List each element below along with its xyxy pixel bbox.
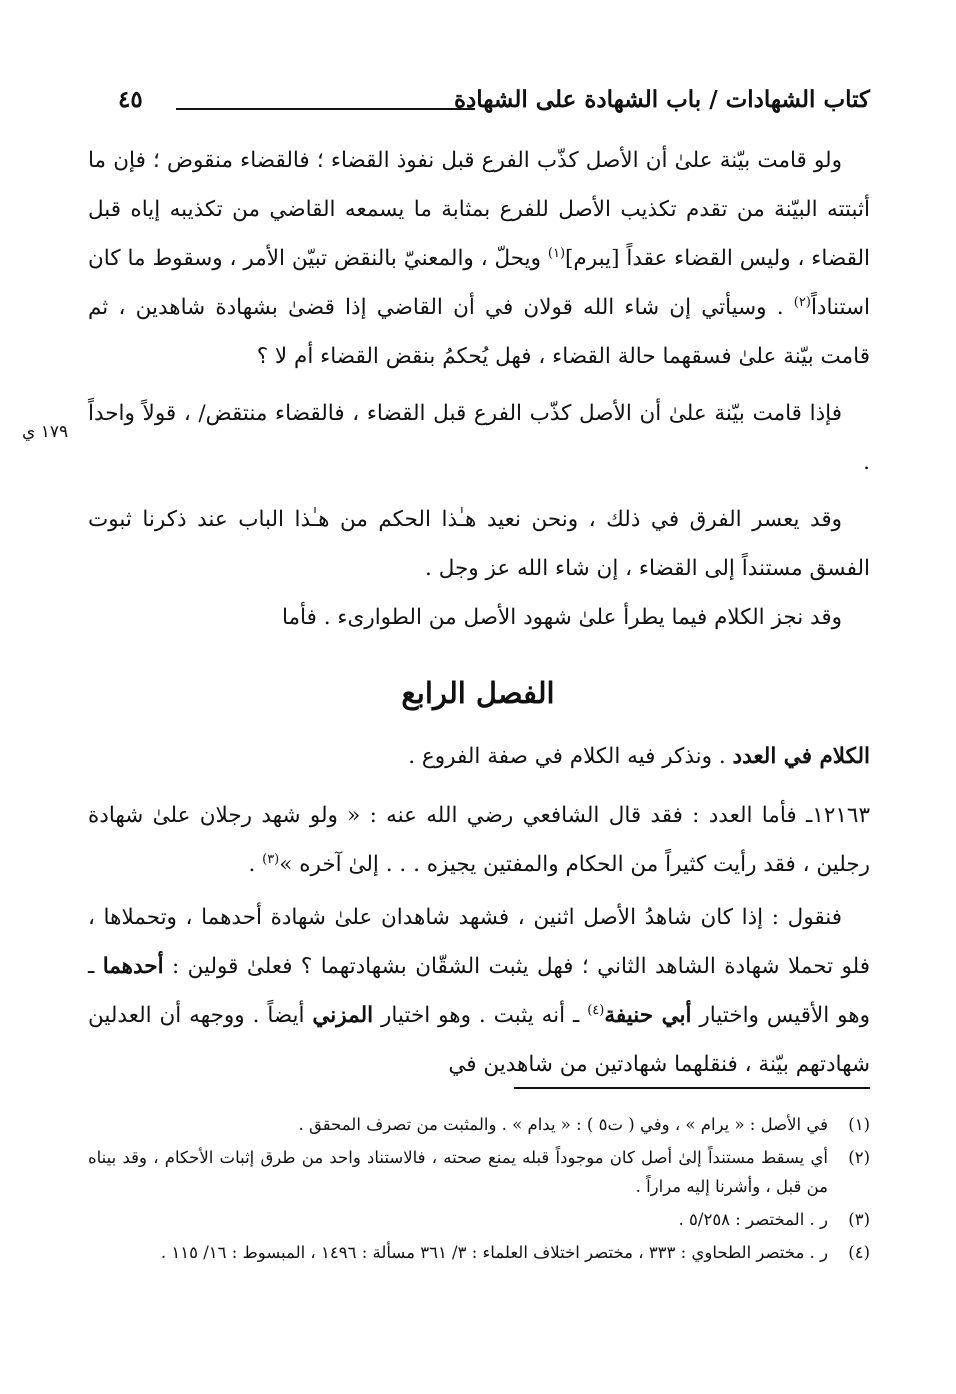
footnote-4 (88, 1238, 870, 1267)
paragraph-2: فإذا قامت بيّنة علىٰ أن الأصل كذّب الفرع قبل القضاء ، فالقضاء منتقض/ ، قولاً واحداً . (88, 401, 870, 475)
final-paragraph-text-4: أيضاً . ووجهه أن العدلين شهادتهم بيّنة ، فنقلهما شهادتين من شاهدين في (88, 1003, 870, 1077)
footnote-divider (514, 1087, 870, 1089)
final-paragraph-bold-3: المزني (312, 1003, 374, 1028)
main-text-bottom (88, 732, 870, 1089)
footnote-ref-2: (٢) (793, 294, 811, 310)
issue-paragraph (88, 791, 870, 889)
paragraph-1-text-b: ويحلّ ، والمعنيّ بالنقض تبيّن الأمر ، وسقوط ما كان استناداً (88, 246, 870, 320)
final-paragraph-bold-1: أحدهما (102, 954, 164, 979)
header-rule (176, 108, 475, 110)
margin-folio-note: ١٧٩ ي (22, 422, 69, 442)
footnote-text: ر . المختصر : ٥/٢٥٨ . (678, 1210, 828, 1229)
footnote-number: (١) (848, 1115, 870, 1134)
footnote-1 (88, 1110, 870, 1139)
main-text-top (88, 136, 870, 642)
issue-quote: فقد قال الشافعي رضي الله عنه : « ولو شهد رجلان علىٰ شهادة رجلين ، فقد رأيت كثيراً من الحكام والمفتين يجيزه . . . إلىٰ آخره » (88, 803, 870, 877)
paragraph-4: وقد نجز الكلام فيما يطرأ علىٰ شهود الأصل من الطوارىء . فأما (281, 605, 842, 630)
running-header (118, 86, 870, 126)
footnote-3 (88, 1205, 870, 1234)
chapter-title: الفصل الرابع (401, 676, 555, 710)
running-header-title: كتاب الشهادات / باب الشهادة على الشهادة (453, 86, 870, 113)
footnote-text: أي يسقط مستنداً إلىٰ أصل كان موجوداً قبله يمنع صحته ، فالاستناد واحد من طرق إثبات الأحكام ، وقد بيناه من قبل ، وأشرنا إليه مراراً . (88, 1148, 828, 1196)
paragraph-1-text-a: ولو قامت بيّنة علىٰ أن الأصل كذّب الفرع قبل نفوذ القضاء ؛ فالقضاء منقوض ؛ فإن ما أثبتته البيّنة من تقدم تكذيب الأصل للفرع بمثابة ما يسمعه القاضي من تكذيبه إياه قبل القضاء ، وليس القضاء عقداً [يبرم] (88, 148, 870, 271)
footnote-2 (88, 1143, 870, 1201)
page-number: ٤٥ (118, 86, 143, 113)
footnote-text: ر . مختصر الطحاوي : ٣٣٣ ، مختصر اختلاف العلماء : ٣/ ٣٦١ مسألة : ١٤٩٦ ، المبسوط : ١٦/ ١١٥ . (160, 1243, 828, 1262)
chapter-intro-rest: . ونذكر فيه الكلام في صفة الفروع . (408, 744, 733, 769)
final-paragraph (88, 893, 870, 1089)
issue-lead: فأما العدد : (682, 803, 806, 828)
footnote-ref-4: (٤) (587, 1002, 605, 1018)
paragraph-3: وقد يعسر الفرق في ذلك ، ونحن نعيد هـٰذا الحكم من هـٰذا الباب عند ذكرنا ثبوت الفسق مستنداً إلى القضاء ، إن شاء الله عز وجل . (88, 507, 870, 581)
footnotes (88, 1110, 870, 1271)
footnote-text: في الأصل : « يرام » ، وفي ( ت٥ ) : « يدام » . والمثبت من تصرف المحقق . (298, 1115, 828, 1134)
chapter-intro-bold: الكلام في العدد (732, 744, 870, 769)
footnote-ref-3: (٣) (262, 851, 280, 867)
footnote-ref-1: (١) (547, 245, 566, 261)
chapter-intro (88, 732, 870, 781)
final-paragraph-text-1: فنقول : إذا كان شاهدُ الأصل اثنين ، فشهد شاهدان علىٰ شهادة أحدهما ، وتحملاها ، فلو تحملا شهادة الشاهد الثاني ؛ فهل يثبت الشقّان بشهادتهما ؟ فعلىٰ قولين : (88, 905, 870, 979)
final-paragraph-text-3: ـ أنه يثبت . وهو اختيار (373, 1003, 588, 1028)
footnote-number: (٢) (848, 1148, 870, 1167)
final-paragraph-bold-2: أبي حنيفة (604, 1003, 692, 1028)
footnote-number: (٣) (848, 1210, 870, 1229)
paragraph-1 (88, 136, 870, 381)
issue-end: . (248, 852, 263, 877)
paragraph-1-text-c: . وسيأتي إن شاء الله قولان في أن القاضي إذا قضىٰ بشهادة شاهدين ، ثم قامت بيّنة علىٰ فسقهما حالة القضاء ، فهل يُحكمُ بنقض القضاء أم لا ؟ (88, 295, 870, 369)
footnote-number: (٤) (848, 1243, 870, 1262)
issue-number: ١٢١٦٣ـ (805, 803, 871, 828)
final-paragraph-text-2: ـ وهو الأقيس واختيار (88, 954, 870, 1028)
